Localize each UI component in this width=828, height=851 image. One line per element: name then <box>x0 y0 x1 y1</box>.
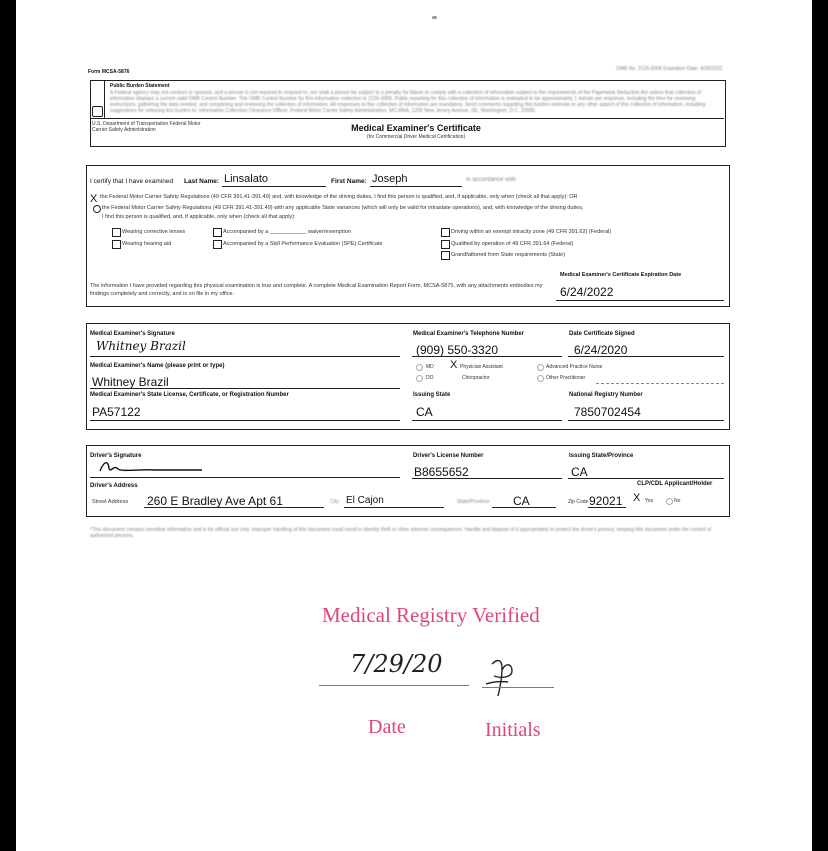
radio-other <box>537 375 544 382</box>
examiner-phone: (909) 550-3320 <box>416 343 499 357</box>
license-state: CA <box>571 465 588 479</box>
last-name-label: Last Name: <box>184 178 220 185</box>
verified-date: 7/29/20 <box>350 650 443 678</box>
credential-do: DO <box>426 375 434 381</box>
credential-chiro: Chiropractor <box>462 375 490 381</box>
street-address: 260 E Bradley Ave Apt 61 <box>147 494 283 508</box>
checkbox-exempt-zone <box>441 228 450 237</box>
last-name-value: Linsalato <box>224 173 269 185</box>
option-exempt-zone: Driving within an exempt intracity zone (49 CFR 391.62) (Federal) <box>451 229 612 235</box>
registry-number: 7850702454 <box>574 405 641 419</box>
initials-mark <box>482 654 532 700</box>
examiner-name: Whitney Brazil <box>92 375 169 389</box>
street-address-label: Street Address <box>92 499 129 505</box>
credential-other: Other Practitioner <box>546 375 586 381</box>
radio-clp-no <box>666 498 673 505</box>
examiner-name-label: Medical Examiner's Name (please print or type) <box>90 363 225 369</box>
regulation-line-3: I find this person is qualified, and, if applicable, only when (check all that apply): <box>102 214 296 220</box>
regulation-line-1: the Federal Motor Carrier Safety Regulations (49 CFR 391.41-391.49) and, with knowledge of the driving duties, I find this person is qualified, and, if applicable, only when (check all that apply): OR <box>100 194 578 200</box>
option-spe: Accompanied by a Skill Performance Evaluation (SPE) Certificate <box>223 241 383 247</box>
expiration-label: Medical Examiner's Certificate Expiration Date <box>560 272 682 278</box>
registry-verified-stamp: Medical Registry Verified <box>322 603 540 627</box>
regulation-line-2: the Federal Motor Carrier Safety Regulations (49 CFR 391.41-391.49) with any applicable State variances (which will only be valid for intrastate operations), and, with knowledge of the driving duties, <box>102 205 584 211</box>
form-number: Form MCSA-5876 <box>88 69 130 75</box>
drivers-address-label: Driver's Address <box>90 483 138 489</box>
drivers-license-label: Driver's License Number <box>413 453 484 459</box>
checkbox-grandfathered <box>441 251 450 260</box>
zip-code: 92021 <box>589 494 623 508</box>
radio-md <box>416 364 423 371</box>
examiner-signature: Whitney Brazil <box>96 339 186 353</box>
license-state-label: Issuing State/Province <box>569 453 634 459</box>
accordance-text: in accordance with <box>466 177 516 183</box>
zip-label: Zip Code <box>568 499 589 505</box>
issuing-state: CA <box>416 405 433 419</box>
date-signed-label: Date Certificate Signed <box>569 331 635 337</box>
initials-caption: Initials <box>485 719 541 741</box>
examiner-phone-label: Medical Examiner's Telephone Number <box>413 331 525 337</box>
certificate-title: Medical Examiner's Certificate <box>351 123 481 133</box>
option-hearing-aid: Wearing hearing aid <box>122 241 172 247</box>
driver-signature-label: Driver's Signature <box>90 453 142 459</box>
state-province-label: State/Province <box>457 499 490 505</box>
attestation-text: The information I have provided regarding this physical examination is true and complete. A complete Medical Examination Report Form, MCSA-5875, with any attachments embodies my findings completely and correctly, and is on file in my office. <box>90 283 543 297</box>
scan-speck <box>432 16 437 19</box>
city: El Cajon <box>346 495 384 506</box>
date-line <box>319 685 469 686</box>
clp-label: CLP/CDL Applicant/Holder <box>637 481 713 487</box>
city-label: City <box>330 499 339 505</box>
checkbox-waiver <box>213 228 222 237</box>
footnote: *This document contains sensitive information and is for official use only. Improper handling of this document could result in identity theft or other adverse consequences. Handle and dispose of it appropriately to protect the driver's privacy; keeping this document under the control of authorized persons. <box>90 527 712 539</box>
option-grandfathered: Grandfathered from State requirements (State) <box>451 252 566 258</box>
clp-no: No <box>674 498 681 504</box>
dot-logo-icon <box>92 106 103 117</box>
drivers-license: B8655652 <box>414 465 469 479</box>
issuing-state-label: Issuing State <box>413 392 451 398</box>
option-corrective-lenses: Wearing corrective lenses <box>122 229 186 235</box>
checkbox-corrective-lenses <box>112 228 121 237</box>
first-name-value: Joseph <box>372 173 408 185</box>
checkbox-operation <box>441 240 450 249</box>
first-name-label: First Name: <box>331 178 367 185</box>
checkbox-spe <box>213 240 222 249</box>
state-province: CA <box>513 494 530 508</box>
license-label: Medical Examiner's State License, Certificate, or Registration Number <box>90 392 289 398</box>
omb-number: OMB No. 2126-0006 Expiration Date: 4/30/2022 <box>616 66 723 72</box>
document-page <box>16 0 812 851</box>
credential-apn: Advanced Practice Nurse <box>546 364 603 370</box>
burden-title: Public Burden Statement <box>110 83 170 89</box>
certificate-subtitle: (for Commercial Driver Medical Certification) <box>366 134 466 140</box>
option-operation: Qualified by operation of 49 CFR 391.64 (Federal) <box>451 241 574 247</box>
certify-text: I certify that I have examined <box>90 178 174 185</box>
credential-check-mark: X <box>450 359 458 371</box>
credential-md: MD <box>426 364 434 370</box>
examiner-signature-label: Medical Examiner's Signature <box>90 331 175 337</box>
expiration-date: 6/24/2022 <box>560 285 614 299</box>
date-signed: 6/24/2020 <box>574 343 628 357</box>
date-caption: Date <box>368 716 406 738</box>
fmcsr-check-mark: X <box>90 193 98 205</box>
clp-check-mark: X <box>633 492 641 504</box>
driver-signature <box>96 456 206 478</box>
credential-pa: Physician Assistant <box>460 364 503 370</box>
radio-apn <box>537 364 544 371</box>
burden-text: A Federal agency may not conduct or sponsor, and a person is not required to respond to, nor shall a person be subject to a penalty for failure to comply with a collection of information subject to the requirements of the Paperwork Reduction Act unless that collection of information displays a current valid OMB Control Number. The OMB Control Number for this information collection is 2126-0006. Public reporting for this collection of information is estimated to be approximately 1 minute per response, including the time for reviewing instructions, gathering the data needed, and completing and reviewing the collection of information. All responses to this collection of information are mandatory. Send comments regarding this burden estimate or any other aspect of this collection of information, including suggestions for reducing this burden to: Information Collection Clearance Officer, Federal Motor Carrier Safety Administration, MC-RRA, 1200 New Jersey Avenue, SE, Washington, D.C. 20590. <box>110 90 706 114</box>
agency-name: U.S. Department of Transportation Federal Motor Carrier Safety Administration <box>92 121 201 133</box>
license-number: PA57122 <box>92 405 141 419</box>
clp-yes: Yes <box>645 498 654 504</box>
registry-label: National Registry Number <box>569 392 643 398</box>
option-waiver: Accompanied by a ____________ waiver/exemption <box>223 229 351 235</box>
radio-state <box>93 205 101 213</box>
initials-line <box>482 687 554 688</box>
radio-do <box>416 375 423 382</box>
checkbox-hearing-aid <box>112 240 121 249</box>
